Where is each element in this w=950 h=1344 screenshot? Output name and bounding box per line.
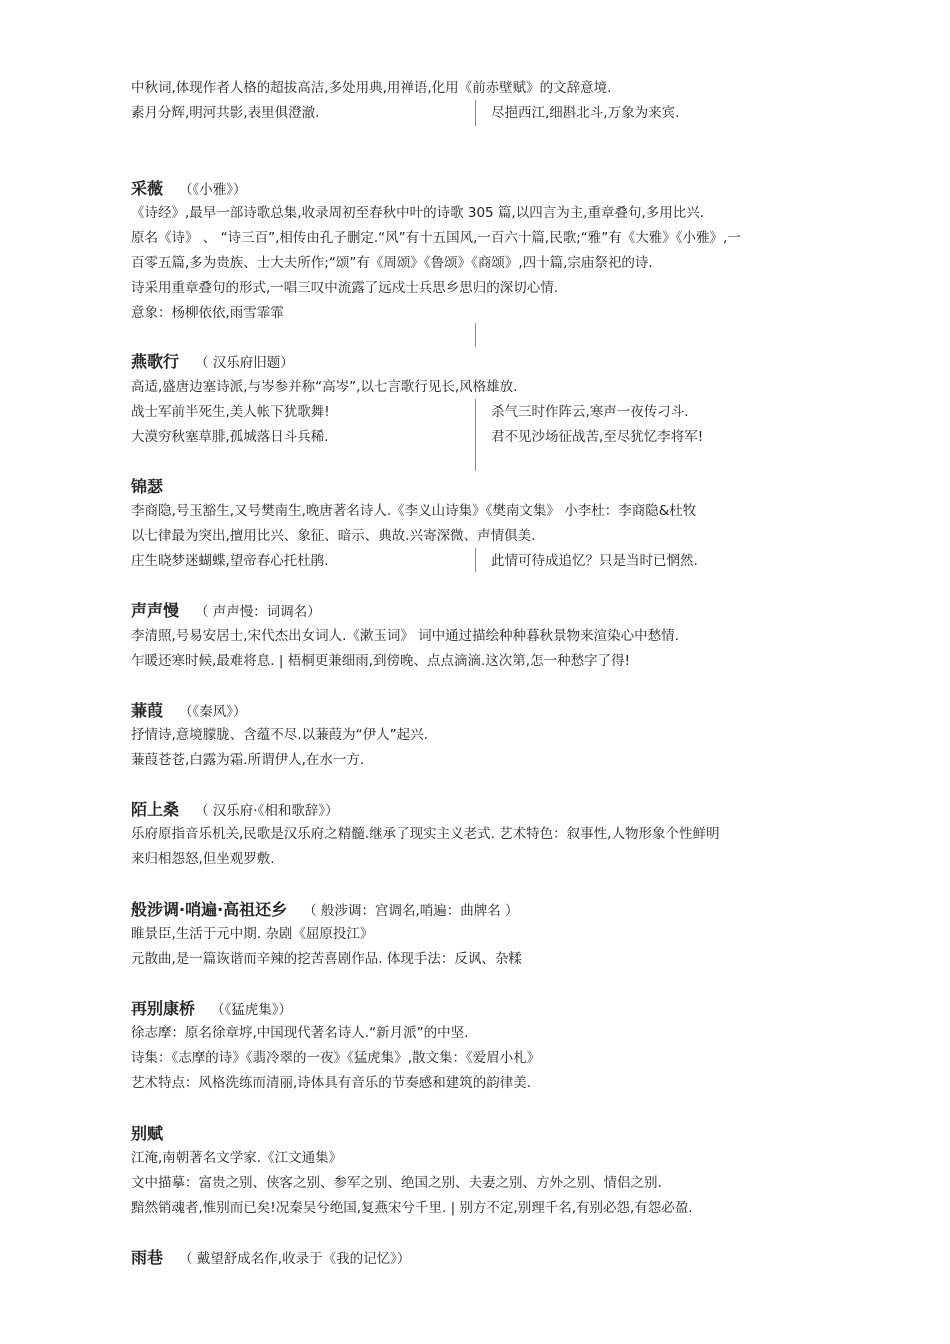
section-source: （《秦风》） — [179, 704, 247, 720]
verse-right: 君不见沙场征战苦,至尽犹忆李将军! — [491, 429, 704, 445]
text-line: 乍暖还寒时候,最难将息. | 梧桐更兼细雨,到傍晚、点点滴滴.这次第,怎一种愁字了得! — [131, 653, 630, 669]
section-heading-jianjia — [131, 701, 247, 722]
section-title: 锦瑟 — [131, 477, 164, 496]
section-heading-zaibie — [131, 999, 292, 1020]
section-source: （《猛虎集》） — [211, 1002, 293, 1018]
text-line: 诗采用重章叠句的形式,一唱三叹中流露了远戍士兵思乡思归的深切心情. — [131, 280, 559, 296]
section-heading-moshangsang — [131, 800, 339, 821]
text-line: 江淹,南朝著名文学家.《江文通集》 — [131, 1150, 343, 1166]
text-line: 睢景臣,生活于元中期. 杂剧《屈原投江》 — [131, 926, 374, 942]
text-line: 徐志摩：原名徐章垿,中国现代著名诗人.“新月派”的中坚. — [131, 1025, 469, 1041]
section-title: 再别康桥 — [131, 999, 196, 1018]
text-line: 意象：杨柳依依,雨雪霏霏 — [131, 305, 284, 321]
text-line: 黯然销魂者,惟别而已矣!况秦吴兮绝国,复燕宋兮千里. | 别方不定,别理千名,有别必怨,有怨必盈. — [131, 1200, 693, 1216]
section-title: 陌上桑 — [131, 800, 180, 819]
text-line: 《诗经》,最早一部诗歌总集,收录周初至春秋中叶的诗歌 305 篇,以四言为主,重章叠句,多用比兴. — [131, 205, 705, 221]
verse-right: 此情可待成追忆？只是当时已惘然. — [491, 553, 698, 569]
text-line: 艺术特点：风格洗练而清丽,诗体具有音乐的节奏感和建筑的韵律美. — [131, 1075, 532, 1091]
text-line: 抒情诗,意境朦胧、含蕴不尽.以蒹葭为“伊人”起兴. — [131, 727, 428, 743]
verse-right: 杀气三时作阵云,寒声一夜传刁斗. — [491, 404, 689, 420]
section-title: 般涉调·哨遍·高祖还乡 — [131, 900, 288, 919]
text-line: 来归相怨怒,但坐观罗敷. — [131, 851, 275, 867]
text-line: 元散曲,是一篇诙谐而辛辣的挖苦喜剧作品. 体现手法：反讽、杂糅 — [131, 951, 522, 967]
verse-left: 战士军前半死生,美人帐下犹歌舞! — [131, 404, 330, 420]
section-source: （ 般涉调：宫调名,哨遍：曲牌名 ） — [303, 903, 519, 919]
section-heading-banshediao — [131, 900, 519, 921]
section-heading-yangexing — [131, 352, 294, 373]
section-title: 燕歌行 — [131, 352, 180, 371]
section-heading-biefu — [131, 1124, 163, 1144]
section-heading-shengshengman — [131, 601, 321, 622]
section-title: 采薇 — [131, 179, 164, 198]
text-line: 李商隐,号玉豁生,又号樊南生,晚唐著名诗人.《李义山诗集》《樊南文集》 小李杜：李商隐&杜牧 — [131, 503, 697, 519]
section-source: （ 汉乐府旧题） — [195, 355, 294, 371]
column-divider — [475, 323, 476, 347]
section-title: 别赋 — [131, 1124, 164, 1143]
section-heading-yuxiang — [131, 1248, 410, 1269]
intro-left-verse: 素月分辉,明河共影,表里俱澄澈. — [131, 105, 320, 121]
section-title: 声声慢 — [131, 601, 180, 620]
text-line: 蒹葭苍苍,白露为霜.所谓伊人,在水一方. — [131, 752, 365, 768]
section-title: 蒹葭 — [131, 701, 164, 720]
column-divider — [475, 100, 476, 126]
section-source: （《小雅》） — [179, 182, 247, 198]
text-line: 以七律最为突出,擅用比兴、象征、暗示、典故.兴寄深微、声情俱美. — [131, 528, 536, 544]
text-line: 诗集：《志摩的诗》《翡冷翠的一夜》《猛虎集》,散文集：《爱眉小札》 — [131, 1050, 541, 1066]
intro-text: 中秋词,体现作者人格的超拔高洁,多处用典,用禅语,化用《前赤壁赋》的文辞意境. — [131, 80, 612, 96]
section-title: 雨巷 — [131, 1248, 164, 1267]
verse-left: 庄生晓梦迷蝴蝶,望帝春心托杜鹃. — [131, 553, 329, 569]
column-divider — [475, 399, 476, 471]
text-line: 乐府原指音乐机关,民歌是汉乐府之精髓.继承了现实主义老式. 艺术特色：叙事性,人物形象个性鲜明 — [131, 826, 720, 842]
section-source: （ 声声慢：词调名） — [195, 604, 321, 620]
text-line: 原名《诗》 、 “诗三百”,相传由孔子删定.“风”有十五国风,一百六十篇,民歌;“雅”有《大雅》《小雅》,一 — [131, 230, 741, 246]
section-heading-caiwei — [131, 179, 247, 200]
section-heading-jinse — [131, 477, 163, 497]
verse-left: 大漠穷秋塞草腓,孤城落日斗兵稀. — [131, 429, 329, 445]
text-line: 百零五篇,多为贵族、士大夫所作;“颂”有《周颂》《鲁颂》《商颂》,四十篇,宗庙祭祀的诗. — [131, 255, 653, 271]
section-source: （ 汉乐府·《相和歌辞》） — [195, 803, 339, 819]
intro-right-verse: 尽挹西江,细斟北斗,万象为来宾. — [491, 105, 680, 121]
text-line: 李清照,号易安居士,宋代杰出女词人.《漱玉词》 词中通过描绘种种暮秋景物来渲染心中愁情. — [131, 628, 679, 644]
section-source: （ 戴望舒成名作,收录于《我的记忆》） — [179, 1251, 411, 1267]
text-line: 文中描摹：富贵之别、侠客之别、参军之别、绝国之别、夫妻之别、方外之别、情侣之别. — [131, 1175, 662, 1191]
column-divider — [475, 548, 476, 572]
text-line: 高适,盛唐边塞诗派,与岑参并称“高岑”,以七言歌行见长,风格雄放. — [131, 379, 518, 395]
